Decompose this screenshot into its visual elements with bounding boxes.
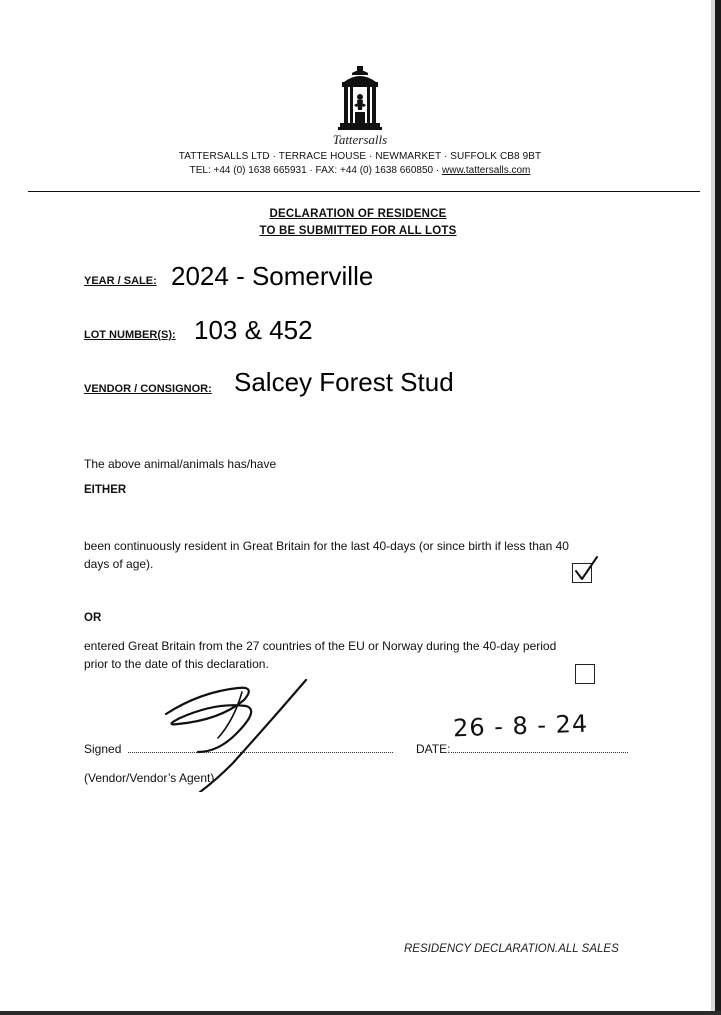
lot-number-label: LOT NUMBER(S): xyxy=(84,329,176,341)
year-sale-value[interactable]: 2024 - Somerville xyxy=(171,261,374,291)
vendor-value[interactable]: Salcey Forest Stud xyxy=(234,367,454,397)
or-label: OR xyxy=(84,612,102,624)
contact-numbers: TEL: +44 (0) 1638 665931 · FAX: +44 (0) 1638 660850 · xyxy=(189,165,443,176)
brand-name: Tattersalls xyxy=(332,132,388,147)
tattersalls-pavilion-logo xyxy=(330,64,390,134)
date-line[interactable] xyxy=(451,752,628,753)
company-address: TATTERSALLS LTD · TERRACE HOUSE · NEWMARKET · SUFFOLK CB8 9BT xyxy=(178,151,542,162)
page-bottom-edge xyxy=(0,1011,721,1015)
signer-role-note: (Vendor/Vendor’s Agent) xyxy=(84,771,215,785)
footer-label: RESIDENCY DECLARATION.ALL SALES xyxy=(404,943,619,955)
either-label: EITHER xyxy=(84,484,127,496)
option2-text-line1: entered Great Britain from the 27 countries of the EU or Norway during the 40-day period xyxy=(84,639,557,653)
option1-text-line2: days of age). xyxy=(84,557,154,571)
header-divider xyxy=(28,191,700,192)
statement-intro: The above animal/animals has/have xyxy=(84,457,277,471)
company-contact xyxy=(60,165,660,176)
document-title: DECLARATION OF RESIDENCE xyxy=(269,208,447,220)
checkmark-icon xyxy=(571,554,601,584)
date-label: DATE: xyxy=(416,742,451,756)
signed-label: Signed xyxy=(84,742,122,756)
page-edge xyxy=(715,0,721,1015)
option1-text-line1: been continuously resident in Great Britain for the last 40-days (or since birth if less than 40 xyxy=(84,539,569,553)
lot-number-value[interactable]: 103 & 452 xyxy=(194,315,313,345)
option2-text-line2: prior to the date of this declaration. xyxy=(84,657,269,671)
option2-checkbox[interactable] xyxy=(575,664,595,684)
website-link[interactable]: www.tattersalls.com xyxy=(442,165,531,176)
handwritten-signature xyxy=(160,672,310,792)
vendor-label: VENDOR / CONSIGNOR: xyxy=(84,383,212,395)
year-sale-label: YEAR / SALE: xyxy=(84,275,157,287)
handwritten-date: 26 - 8 - 24 xyxy=(452,709,589,743)
document-subtitle: TO BE SUBMITTED FOR ALL LOTS xyxy=(259,225,457,237)
